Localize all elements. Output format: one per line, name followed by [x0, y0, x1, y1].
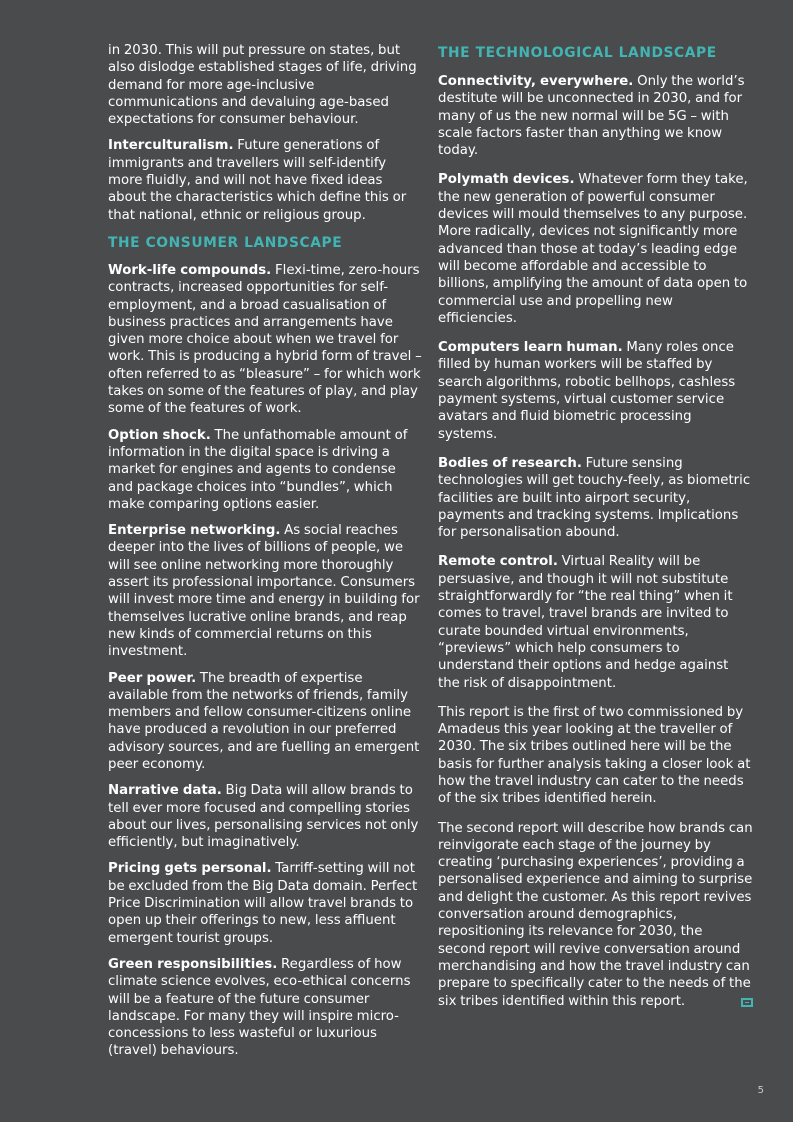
option-shock-paragraph	[108, 427, 423, 513]
end-of-article-icon	[741, 998, 753, 1007]
interculturalism-paragraph	[108, 137, 423, 223]
paragraph-body: Future sensing technologies will get touchy-feely, as biometric facilities are built into airport security, payments and tracking systems. Implications for personalisation abound.	[438, 455, 751, 541]
paragraph-body: Big Data will allow brands to tell ever more focused and compelling stories about our lives, personalising services not only efficiently, but imaginatively.	[108, 783, 419, 851]
paragraph-body: Future generations of immigrants and travellers will self-identify more fluidly, and will not have fixed ideas about the characteristics which define this or that national, ethnic or religious group.	[108, 138, 407, 223]
paragraph-title: Narrative data.	[108, 783, 222, 799]
report-paragraph: This report is the first of two commissioned by Amadeus this year looking at the traveller of 2030. The six tribes outlined here will be the basis for further analysis taking a closer look at how the travel industry can cater to the needs of the six tribes identified herein.	[438, 704, 751, 807]
paragraph-title: Computers learn human.	[438, 340, 623, 356]
paragraph-title: Pricing gets personal.	[108, 861, 272, 877]
polymath-devices-paragraph	[438, 171, 753, 327]
second-report-paragraph: The second report will describe how brands can reinvigorate each stage of the journey by creating ‘purchasing experiences’, providing a personalised experience and aiming to surprise and delight the customer. As this report revives conversation around demographics, repositioning its relevance for 2030, the second report will revive conversation around merchandising and how the travel industry can prepare to specifically cater to the needs of the six tribes identified within this report.	[438, 820, 753, 1009]
paragraph-body: Regardless of how climate science evolves, eco-ethical concerns will be a feature of the future consumer landscape. For many they will inspire micro-concessions to less wasteful or luxurious (travel) behaviours.	[108, 956, 411, 1059]
peer-power-paragraph	[108, 670, 423, 774]
paragraph-body: Virtual Reality will be persuasive, and though it will not substitute straightforwardly for “the real thing” when it comes to travel, travel brands are invited to curate bounded virtual environments, “previews” which help consumers to understand their options and hedge against the risk of disappointment.	[438, 554, 733, 691]
paragraph-body: Flexi-time, zero-hours contracts, increased opportunities for self-employment, and a broad casualisation of business practices and arrangements have given more choice about when we travel for work. This is producing a hybrid form of travel – often referred to as “bleasure” – for which work takes on some of the features of play, and play some of the features of work.	[108, 262, 422, 417]
closing-block	[438, 820, 753, 1010]
pricing-personal-paragraph	[108, 860, 423, 946]
paragraph-title: Remote control.	[438, 554, 558, 570]
paragraph-body: Tarriff-setting will not be excluded from the Big Data domain. Perfect Price Discrimination will allow travel brands to open up their offerings to new, less affluent emergent tourist groups.	[108, 861, 418, 946]
work-life-paragraph	[108, 262, 423, 418]
paragraph-title: Enterprise networking.	[108, 523, 281, 539]
paragraph-body: The unfathomable amount of information in the digital space is driving a market for engines and agents to condense and package choices into “bundles”, which make comparing options easier.	[108, 427, 408, 512]
connectivity-paragraph	[438, 73, 753, 159]
remote-control-paragraph	[438, 553, 753, 691]
consumer-landscape-heading: THE CONSUMER LANDSCAPE	[108, 234, 343, 251]
left-column	[108, 42, 423, 1069]
paragraph-title: Work-life compounds.	[108, 262, 272, 278]
technological-landscape-heading: THE TECHNOLOGICAL LANDSCAPE	[438, 45, 717, 61]
paragraph-title: Green responsibilities.	[108, 956, 278, 972]
paragraph-body: Only the world’s destitute will be unconnected in 2030, and for many of us the new normal will be 5G – with scale factors faster than anything we know today.	[438, 74, 745, 159]
computers-learn-human-paragraph	[438, 339, 753, 443]
paragraph-title: Bodies of research.	[438, 455, 582, 471]
narrative-data-paragraph	[108, 782, 423, 851]
paragraph-body: Whatever form they take, the new generation of powerful consumer devices will mould themselves to any purpose. More radically, devices not significantly more advanced than those at today’s leading edge will become affordable and accessible to billions, amplifying the amount of data open to commercial use and propelling new efficiencies.	[438, 172, 748, 326]
paragraph-title: Interculturalism.	[108, 138, 234, 154]
enterprise-networking-paragraph	[108, 522, 423, 660]
paragraph-title: Polymath devices.	[438, 172, 575, 188]
right-column	[438, 42, 753, 1019]
paragraph-title: Connectivity, everywhere.	[438, 74, 634, 89]
bodies-of-research-paragraph	[438, 455, 753, 541]
paragraph-body: As social reaches deeper into the lives of billions of people, we will see online networking more thoroughly assert its professional importance. Consumers will invest more time and energy in building for themselves lucrative online brands, and reap new kinds of commercial returns on this investment.	[108, 523, 420, 660]
green-responsibilities-paragraph	[108, 956, 423, 1060]
page-number: 5	[757, 1085, 764, 1096]
intro-paragraph: in 2030. This will put pressure on states, but also dislodge established stages of life, driving demand for more age-inclusive communications and devaluing age-based expectations for consumer behaviour.	[108, 43, 417, 128]
paragraph-title: Option shock.	[108, 427, 211, 443]
paragraph-body: The breadth of expertise available from the networks of friends, family members and fellow consumer-citizens online have produced a revolution in our preferred advisory sources, and are fuelling an emergent peer economy.	[108, 670, 420, 772]
paragraph-body: Many roles once filled by human workers will be staffed by search algorithms, robotic bellhops, cashless payment systems, virtual customer service avatars and fluid biometric processing systems.	[438, 340, 736, 442]
paragraph-title: Peer power.	[108, 670, 197, 686]
